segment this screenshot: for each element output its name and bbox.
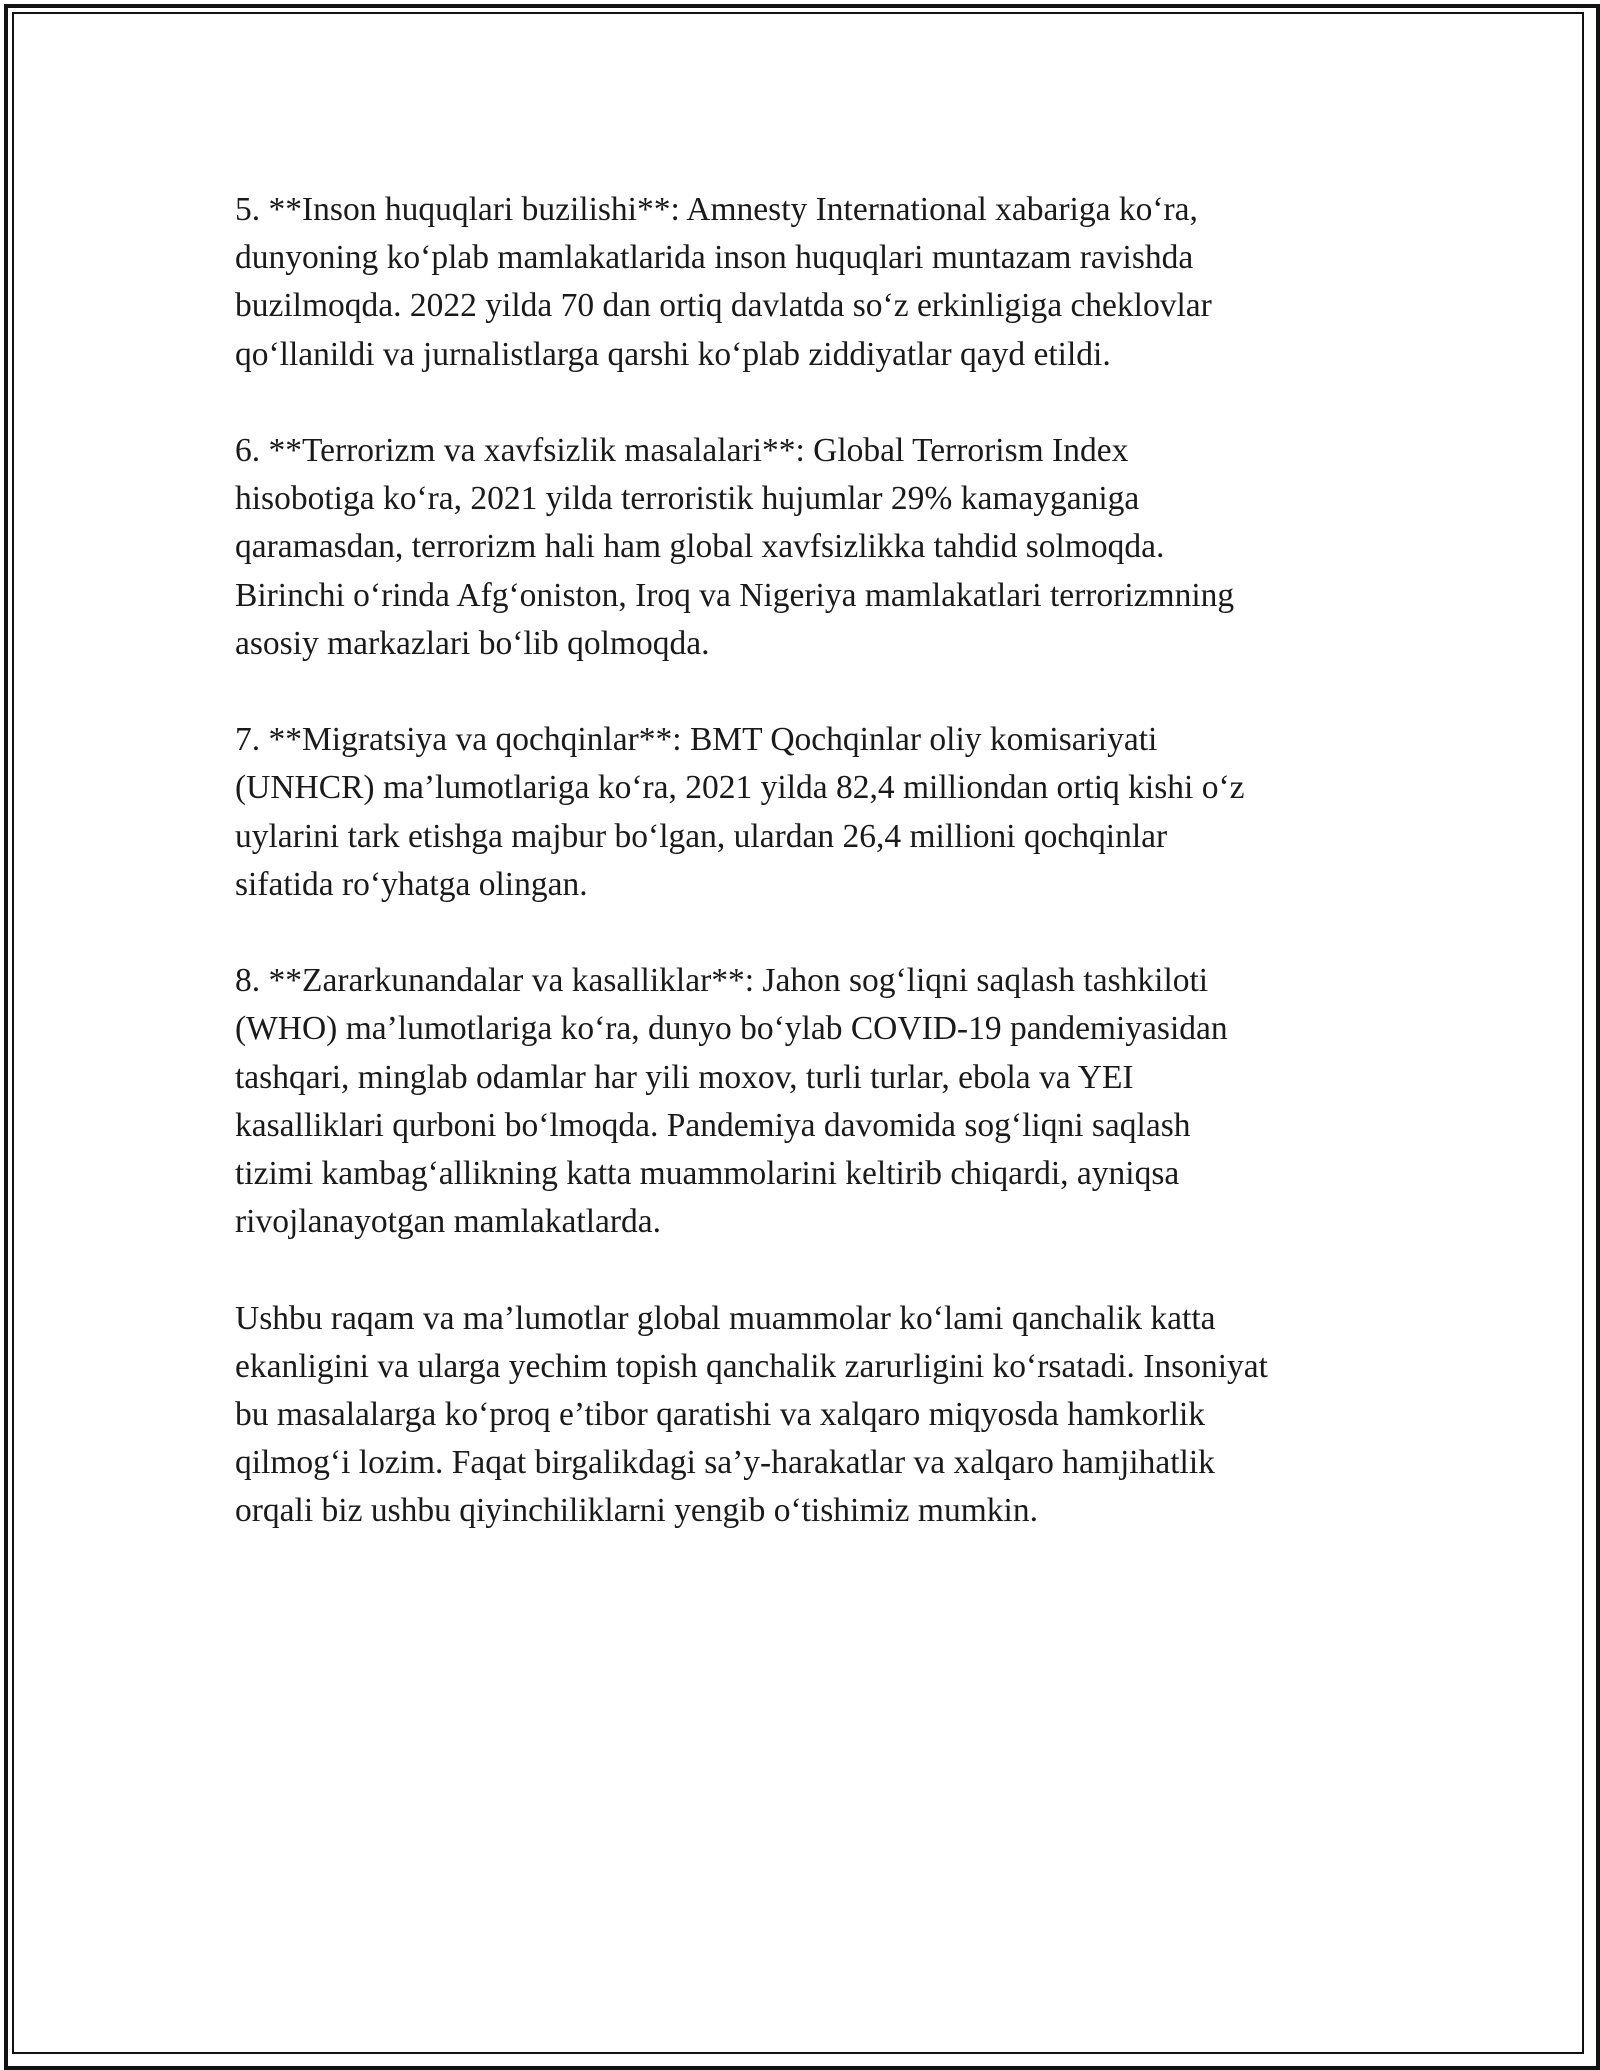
document-body	[235, 186, 1385, 1584]
paragraph-terrorism: 6. **Terrorizm va xavfsizlik masalalari**: Global Terrorism Index hisobotiga ko‘ra, 2021 yilda terroristik hujumlar 29% kamayganiga qaramasdan, terrorizm hali ham global xavfsizlikka tahdid solmoqda. Birinchi o‘rinda Afg‘oniston, Iroq va Nigeriya mamlakatlari terrorizmning asosiy markazlari bo‘lib qolmoqda.	[235, 432, 1235, 662]
paragraph-conclusion: Ushbu raqam va ma’lumotlar global muammolar ko‘lami qanchalik katta ekanligini va ularga yechim topish qanchalik zarurligini ko‘rsatadi. Insoniyat bu masalalarga ko‘proq e’tibor qaratishi va xalqaro miqyosda hamkorlik qilmog‘i lozim. Faqat birgalikdagi sa’y-harakatlar va xalqaro hamjihatlik orqali biz ushbu qiyinchiliklarni yengib o‘tishimiz mumkin.	[235, 1299, 1268, 1530]
paragraph-migration: 7. **Migratsiya va qochqinlar**: BMT Qochqinlar oliy komisariyati (UNHCR) ma’lumotlariga ko‘ra, 2021 yilda 82,4 milliondan ortiq kishi o‘z uylarini tark etishga majbur bo‘lgan, ulardan 26,4 millioni qochqinlar sifatida ro‘yhatga olingan.	[235, 721, 1245, 903]
paragraph-human-rights: 5. **Inson huquqlari buzilishi**: Amnesty International xabariga ko‘ra, dunyoning ko‘plab mamlakatlarida inson huquqlari muntazam ravishda buzilmoqda. 2022 yilda 70 dan ortiq davlatda so‘z erkinligiga cheklovlar qo‘llanildi va jurnalistlarga qarshi ko‘plab ziddiyatlar qayd etildi.	[235, 191, 1212, 373]
paragraph-diseases: 8. **Zararkunandalar va kasalliklar**: Jahon sog‘liqni saqlash tashkiloti (WHO) ma’lumotlariga ko‘ra, dunyo bo‘ylab COVID-19 pandemiyasidan tashqari, minglab odamlar har yili moxov, turli turlar, ebola va YEI kasalliklari qurboni bo‘lmoqda. Pandemiya davomida sog‘liqni saqlash tizimi kambag‘allikning katta muammolarini keltirib chiqardi, ayniqsa rivojlanayotgan mamlakatlarda.	[235, 962, 1228, 1241]
